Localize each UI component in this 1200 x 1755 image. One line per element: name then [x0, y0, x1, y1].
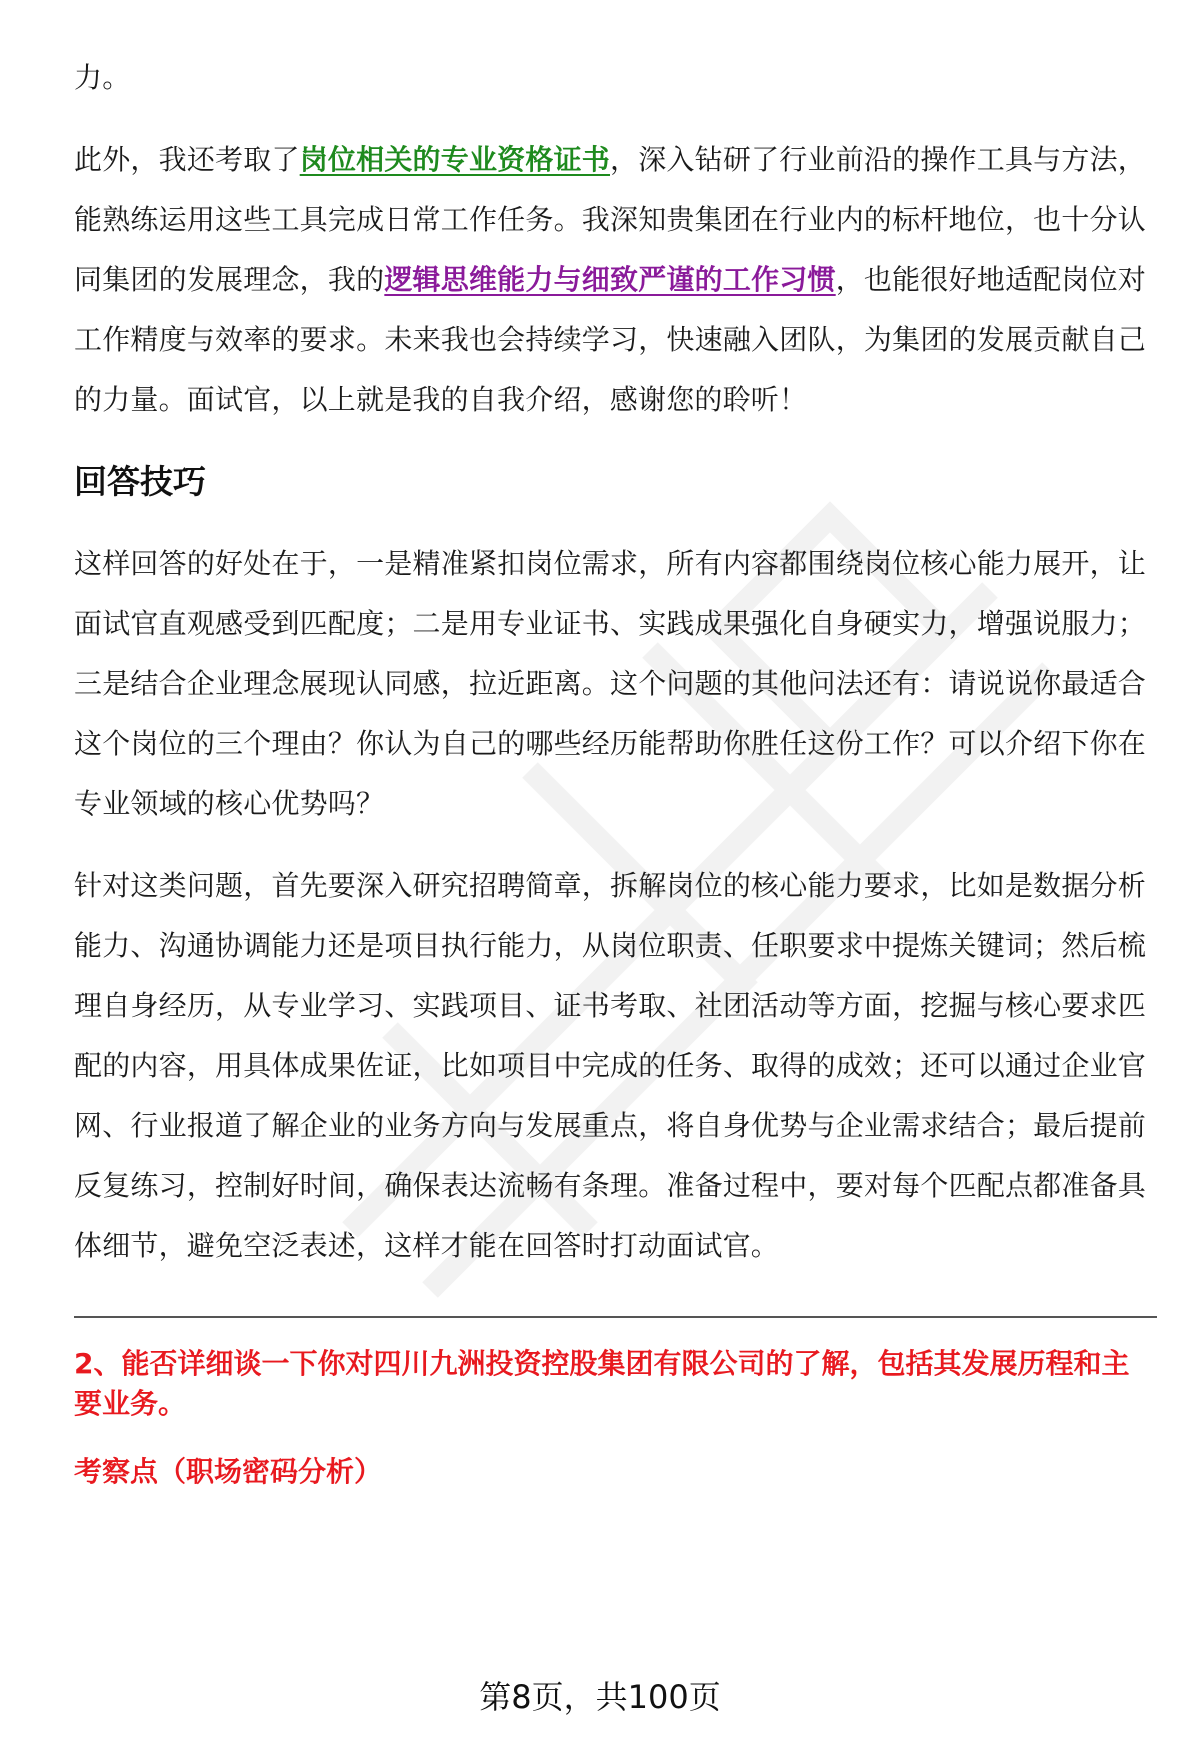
tips-paragraph-1: 这样回答的好处在于，一是精准紧扣岗位需求，所有内容都围绕岗位核心能力展开，让面试官直观感受到匹配度；二是用专业证书、实践成果强化自身硬实力，增强说服力；三是结合企业理念展现认同感，拉近距离。这个问题的其他问法还有：请说说你最适合这个岗位的三个理由？你认为自己的哪些经历能帮助你胜任这份工作？可以介绍下你在专业领域的核心优势吗？	[74, 547, 1146, 820]
paragraph-segment: ，深入钻研了行业前沿的操作工具与方法，能熟练运用这些工具完成日常工作任务。我深知贵集团在行业内的标杆地位，也十分认同集团的发展理念，我的	[74, 143, 1147, 296]
section-title-tips: 回答技巧	[74, 462, 206, 501]
page-number: 第8页，共100页	[479, 1678, 721, 1716]
tips-paragraph-2: 针对这类问题，首先要深入研究招聘简章，拆解岗位的核心能力要求，比如是数据分析能力、沟通协调能力还是项目执行能力，从岗位职责、任职要求中提炼关键词；然后梳理自身经历，从专业学习、实践项目、证书考取、社团活动等方面，挖掘与核心要求匹配的内容，用具体成果佐证，比如项目中完成的任务、取得的成效；还可以通过企业官网、行业报道了解企业的业务方向与发展重点，将自身优势与企业需求结合；最后提前反复练习，控制好时间，确保表达流畅有条理。准备过程中，要对每个匹配点都准备具体细节，避免空泛表述，这样才能在回答时打动面试官。	[74, 869, 1146, 1262]
self-intro-paragraph	[74, 130, 1146, 430]
highlight-logic-skill: 逻辑思维能力与细致严谨的工作习惯	[384, 263, 836, 296]
document-page	[74, 48, 1146, 1492]
paragraph-segment: 此外，我还考取了	[74, 143, 300, 176]
question-2: 2、能否详细谈一下你对四川九洲投资控股集团有限公司的了解，包括其发展历程和主要业务。	[74, 1347, 1130, 1420]
question-subhead: 考察点（职场密码分析）	[74, 1455, 383, 1488]
intro-line: 力。	[74, 61, 131, 94]
paragraph-segment: ，也能很好地适配岗位对工作精度与效率的要求。未来我也会持续学习，快速融入团队，为集团的发展贡献自己的力量。面试官，以上就是我的自我介绍，感谢您的聆听！	[74, 263, 1147, 416]
highlight-certificate: 岗位相关的专业资格证书	[299, 143, 611, 176]
